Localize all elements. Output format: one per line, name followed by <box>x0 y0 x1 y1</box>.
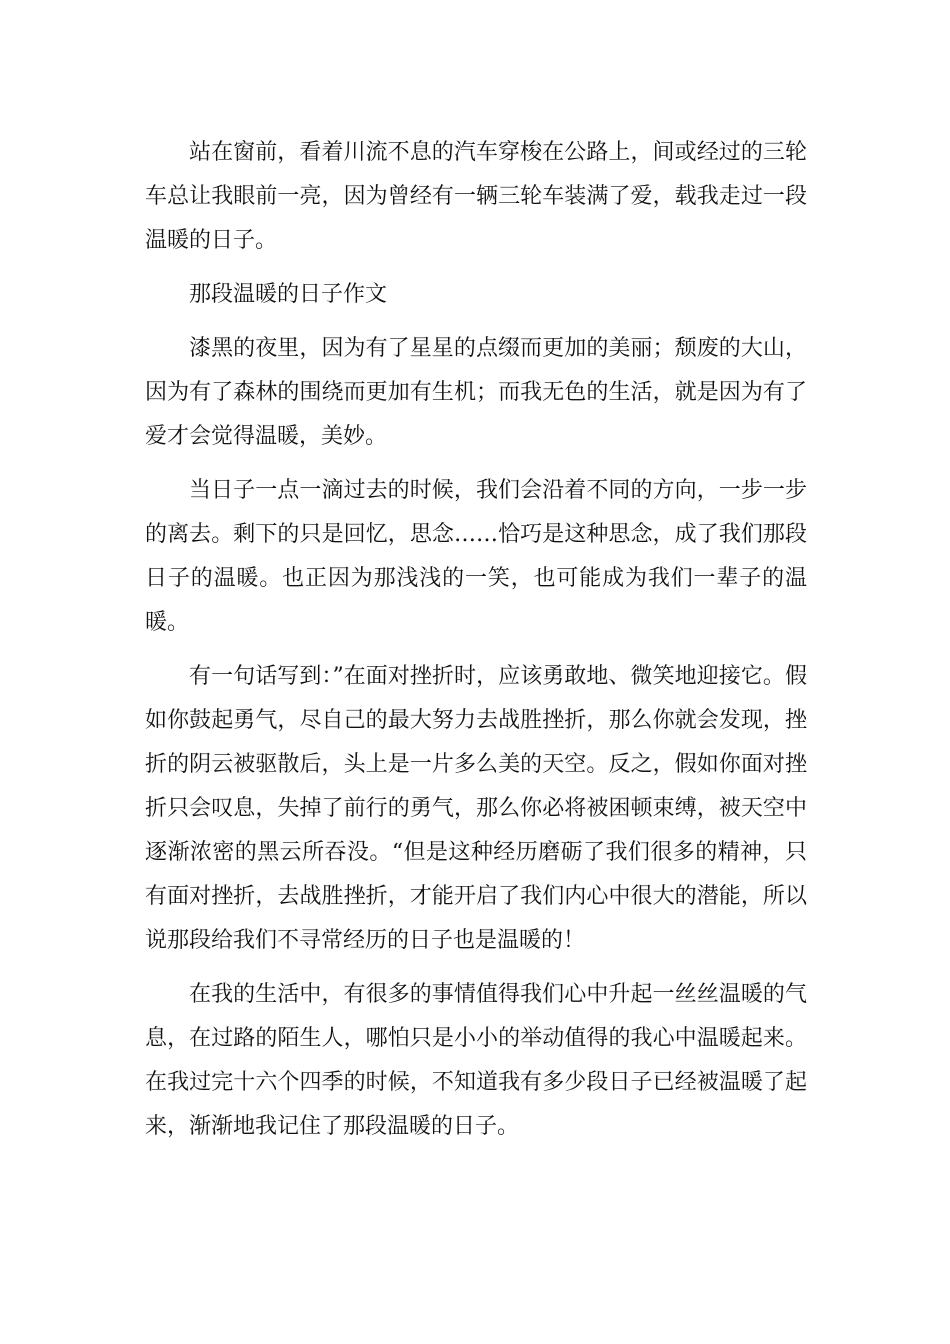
paragraph-title: 那段温暖的日子作文 <box>189 282 388 307</box>
paragraph-life: 在我的生活中，有很多的事情值得我们心中升起一丝丝温暖的气息，在过路的陌生人，哪怕只是小小的举动值得的我心中温暖起来。在我过完十六个四季的时候，不知道我有多少段日子已经被温暖了起来，渐渐地我记住了那段温暖的日子。 <box>145 982 807 1139</box>
paragraph-intro: 站在窗前，看着川流不息的汽车穿梭在公路上，间或经过的三轮车总让我眼前一亮，因为曾经有一辆三轮车装满了爱，载我走过一段温暖的日子。 <box>145 140 807 253</box>
paragraph-memories: 当日子一点一滴过去的时候，我们会沿着不同的方向，一步一步的离去。剩下的只是回忆，思念……恰巧是这种思念，成了我们那段日子的温暖。也正因为那浅浅的一笑，也可能成为我们一辈子的温暖。 <box>145 478 807 635</box>
document-body <box>145 131 807 1159</box>
paragraph-setbacks: 有一句话写到：”在面对挫折时，应该勇敢地、微笑地迎接它。假如你鼓起勇气，尽自己的最大努力去战胜挫折，那么你就会发现，挫折的阴云被驱散后，头上是一片多么美的天空。反之，假如你面对挫折只会叹息，失掉了前行的勇气，那么你必将被困顿束缚，被天空中逐渐浓密的黑云所吞没。“但是这种经历磨砺了我们很多的精神，只有面对挫折，去战胜挫折，才能开启了我们内心中很大的潜能，所以说那段给我们不寻常经历的日子也是温暖的！ <box>145 664 807 953</box>
paragraph-night: 漆黑的夜里，因为有了星星的点缀而更加的美丽；颓废的大山，因为有了森林的围绕而更加有生机；而我无色的生活，就是因为有了爱才会觉得温暖，美妙。 <box>145 336 807 449</box>
